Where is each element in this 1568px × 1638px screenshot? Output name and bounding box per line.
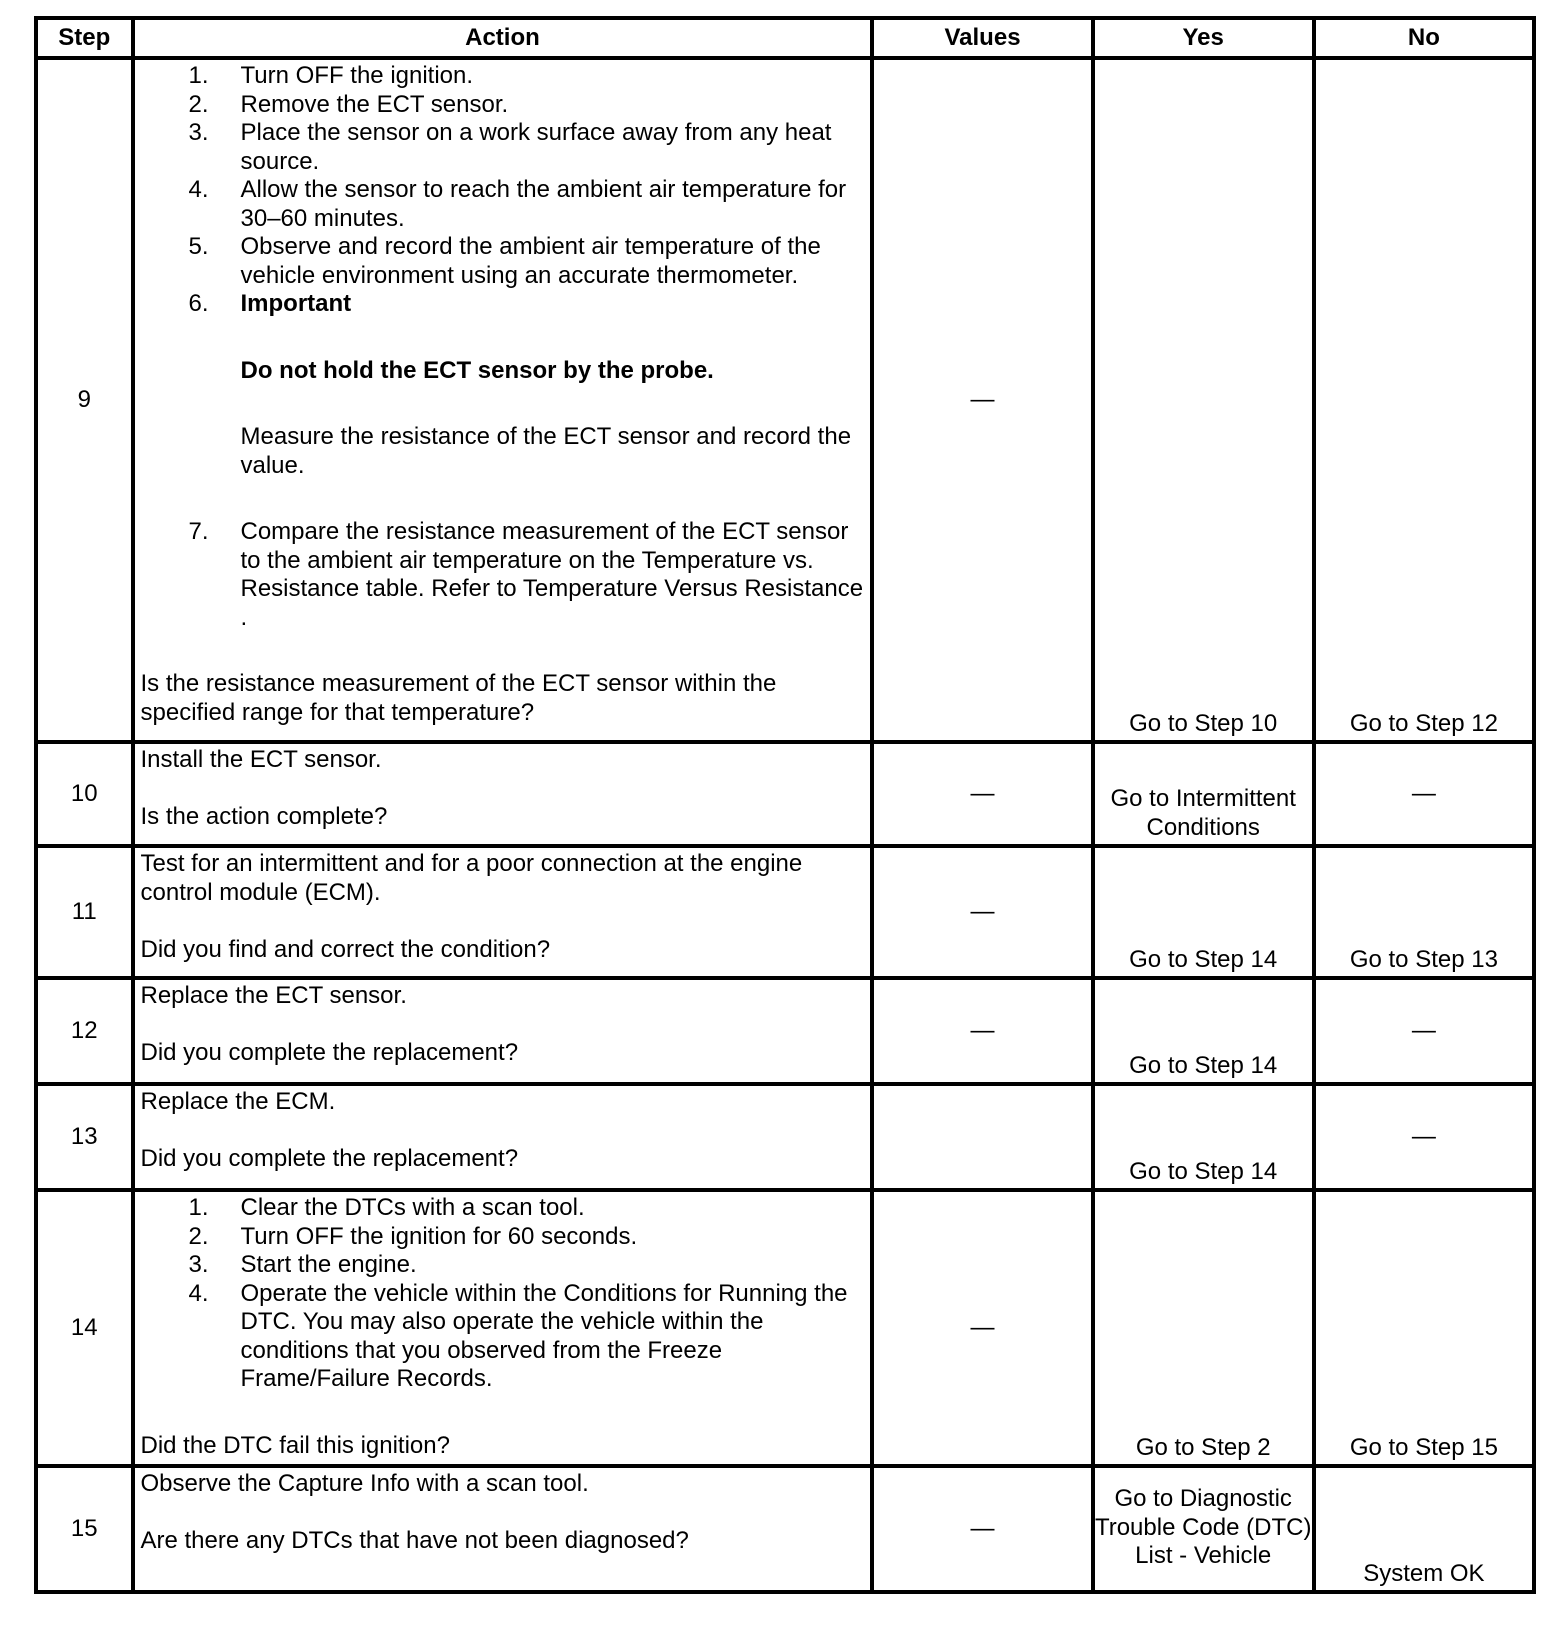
yes-link[interactable]: Go to Diagnostic Trouble Code (DTC) List - Vehicle — [1093, 1466, 1314, 1592]
values-cell: — — [872, 978, 1092, 1084]
values-cell — [872, 1084, 1092, 1190]
list-item: 7. Compare the resistance measurement of the ECT sensor to the ambient air temperature on the Temperature vs. Resistance table. Refer to Temperature Versus Resistance . — [188, 518, 864, 631]
table-row-step-15 — [36, 1466, 1534, 1592]
action-steps-list — [141, 1194, 867, 1394]
list-item: 2. Remove the ECT sensor. — [188, 90, 509, 118]
yes-link[interactable]: Go to Step 2 — [1093, 1190, 1314, 1466]
no-link[interactable]: Go to Step 15 — [1314, 1190, 1534, 1466]
header-row — [36, 18, 1534, 58]
list-item: 5. Observe and record the ambient air temperature of the vehicle environment using an accurate thermometer. — [188, 233, 821, 289]
action-cell — [133, 58, 873, 742]
action-cell — [133, 742, 873, 846]
action-text: Replace the ECM. — [140, 1088, 336, 1115]
step-number: 14 — [36, 1190, 133, 1466]
step-number: 15 — [36, 1466, 133, 1592]
action-text: Test for an intermittent and for a poor connection at the engine control module (ECM). — [140, 850, 803, 906]
action-text: Replace the ECT sensor. — [140, 982, 407, 1009]
list-item: 4. Operate the vehicle within the Conditions for Running the DTC. You may also operate the vehicle within the conditions that you observed from the Freeze Frame/Failure Records. — [188, 1279, 848, 1392]
action-cell — [133, 846, 873, 978]
question-text: Are there any DTCs that have not been diagnosed? — [140, 1527, 689, 1554]
table-row-step-14 — [36, 1190, 1534, 1466]
question-text: Did the DTC fail this ignition? — [140, 1431, 450, 1459]
values-cell: — — [872, 846, 1092, 978]
question-text: Is the action complete? — [140, 803, 388, 830]
action-steps-list — [141, 62, 867, 632]
table-row-step-10 — [36, 742, 1534, 846]
no-cell: — — [1314, 978, 1534, 1084]
question-text: Did you find and correct the condition? — [140, 935, 551, 963]
list-item: 4. Allow the sensor to reach the ambient air temperature for 30–60 minutes. — [188, 176, 847, 232]
values-cell: — — [872, 1190, 1092, 1466]
action-cell — [133, 1190, 873, 1466]
table-row-step-12 — [36, 978, 1534, 1084]
header-step: Step — [36, 18, 133, 58]
list-item: 1. Turn OFF the ignition. — [188, 62, 474, 89]
list-item: 1. Clear the DTCs with a scan tool. — [188, 1194, 585, 1221]
list-item: 2. Turn OFF the ignition for 60 seconds. — [188, 1222, 638, 1250]
yes-link[interactable]: Go to Step 10 — [1093, 58, 1314, 742]
header-yes: Yes — [1093, 18, 1314, 58]
step-number: 13 — [36, 1084, 133, 1190]
list-item: 3. Place the sensor on a work surface away from any heat source. — [188, 119, 832, 175]
diagnostic-table — [34, 16, 1536, 1594]
caution-text: Do not hold the ECT sensor by the probe. — [240, 356, 714, 384]
header-values: Values — [872, 18, 1092, 58]
list-item: 3. Start the engine. — [188, 1251, 417, 1278]
action-cell — [133, 1466, 873, 1592]
question-text: Did you complete the replacement? — [140, 1145, 519, 1172]
values-cell: — — [872, 1466, 1092, 1592]
action-cell — [133, 978, 873, 1084]
yes-link[interactable]: Go to Step 14 — [1093, 978, 1314, 1084]
values-cell: — — [872, 58, 1092, 742]
header-no: No — [1314, 18, 1534, 58]
step-number: 9 — [36, 58, 133, 742]
step-number: 11 — [36, 846, 133, 978]
header-action: Action — [133, 18, 873, 58]
action-text: Install the ECT sensor. — [140, 746, 382, 773]
list-item-text: Measure the resistance of the ECT sensor and record the value. — [240, 423, 852, 479]
values-cell: — — [872, 742, 1092, 846]
yes-link[interactable]: Go to Intermittent Conditions — [1093, 742, 1314, 846]
no-link[interactable]: Go to Step 12 — [1314, 58, 1534, 742]
no-cell: — — [1314, 1084, 1534, 1190]
question-text: Is the resistance measurement of the ECT sensor within the specified range for that temperature? — [140, 670, 777, 726]
step-number: 12 — [36, 978, 133, 1084]
yes-link[interactable]: Go to Step 14 — [1093, 1084, 1314, 1190]
action-cell — [133, 1084, 873, 1190]
important-label: Important — [240, 290, 352, 317]
question-text: Did you complete the replacement? — [140, 1039, 519, 1066]
no-link[interactable]: Go to Step 13 — [1314, 846, 1534, 978]
table-row-step-11 — [36, 846, 1534, 978]
step-number: 10 — [36, 742, 133, 846]
action-text: Observe the Capture Info with a scan tool. — [140, 1470, 589, 1497]
yes-link[interactable]: Go to Step 14 — [1093, 846, 1314, 978]
no-text: System OK — [1314, 1466, 1534, 1592]
no-cell: — — [1314, 742, 1534, 846]
table-row-step-13 — [36, 1084, 1534, 1190]
table-row-step-9 — [36, 58, 1534, 742]
list-item: 6. Important Do not hold the ECT sensor by the probe. Measure the resistance of the ECT sensor and record the value. — [141, 290, 867, 518]
